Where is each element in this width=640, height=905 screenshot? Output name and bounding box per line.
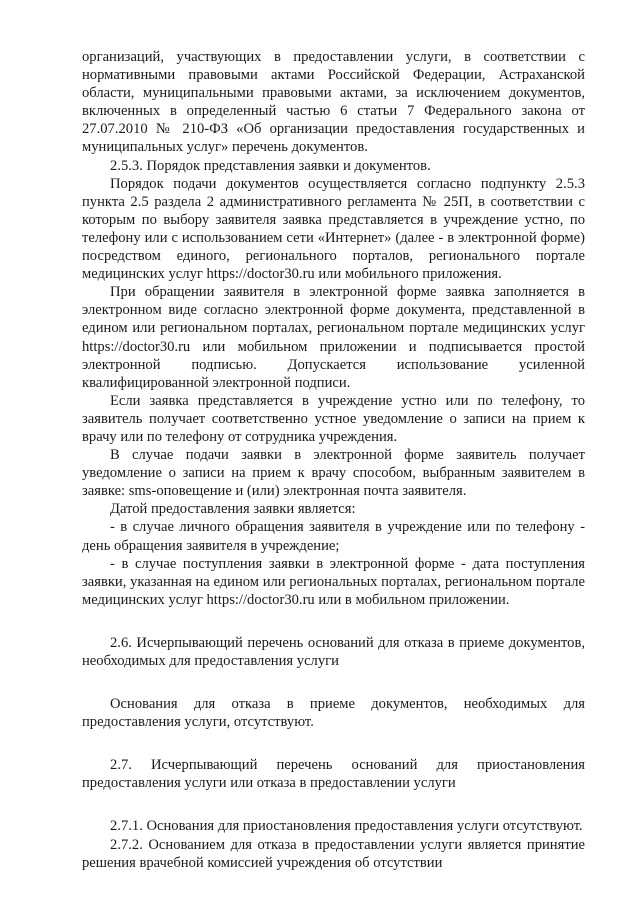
paragraph-electronic-request: При обращении заявителя в электронной форме заявка заполняется в электронном виде согласно электронной форме документа, представленной в едином или региональном порталах, региональном портале медицинских услуг https://doctor30.ru или мобильном приложении и подписывается простой электронной подписью. Допускается использование усиленной квалифицированной электронной подписи. xyxy=(82,284,585,391)
paragraph-submission-procedure: Порядок подачи документов осуществляется согласно подпункту 2.5.3 пункта 2.5 раздела 2 административного регламента № 25П, в соответствии с которым по выбору заявителя заявка представляется в учреждение устно, по телефону или с использованием сети «Интернет» (далее - в электронной форме) посредством единого, регионального порталов, регионального портале медицинских услуг https://doctor30.ru или мобильного приложения. xyxy=(82,175,585,283)
spacer xyxy=(82,792,585,817)
list-item-electronic-request: - в случае поступления заявки в электронной форме - дата поступления заявки, указанная на едином или региональных порталах, региональном портале медицинских услуг https://doctor30.ru или в мобильном приложении. xyxy=(82,555,585,608)
list-item-personal-request: - в случае личного обращения заявителя в учреждение или по телефону - день обращения заявителя в учреждение; xyxy=(82,519,585,554)
paragraph-electronic-notification: В случае подачи заявки в электронной форме заявитель получает уведомление о записи на прием к врачу способом, выбранным заявителем в заявке: sms-оповещение и (или) электронная почта заявителя. xyxy=(82,447,585,500)
spacer xyxy=(82,609,585,634)
section-heading-2-7: 2.7. Исчерпывающий перечень оснований для приостановления предоставления услуги или отказа в предоставлении услуги xyxy=(82,757,585,792)
spacer xyxy=(82,670,585,695)
paragraph-continuation: организаций, участвующих в предоставлении услуги, в соответствии с нормативными правовыми актами Российской Федерации, Астраханской области, муниципальными правовыми актами, за исключением документов, включенных в определенный частью 6 статьи 7 Федерального закона от 27.07.2010 № 210-ФЗ «Об организации предоставления государственных и муниципальных услуг» перечень документов. xyxy=(82,49,585,156)
paragraph-no-refusal-grounds: Основания для отказа в приеме документов, необходимых для предоставления услуги, отсутствуют. xyxy=(82,696,585,731)
section-heading-2-6: 2.6. Исчерпывающий перечень оснований для отказа в приеме документов, необходимых для предоставления услуги xyxy=(82,634,585,669)
subsection-2-7-2: 2.7.2. Основанием для отказа в предоставлении услуги является принятие решения врачебной комиссией учреждения об отсутствии xyxy=(82,836,585,871)
spacer xyxy=(82,731,585,756)
document-page xyxy=(82,48,585,872)
subsection-2-7-1: 2.7.1. Основания для приостановления предоставления услуги отсутствуют. xyxy=(110,818,583,835)
subsection-heading-2-5-3: 2.5.3. Порядок представления заявки и документов. xyxy=(110,157,431,174)
paragraph-oral-request: Если заявка представляется в учреждение устно или по телефону, то заявитель получает соответственно устное уведомление о записи на прием к врачу или по телефону от сотрудника учреждения. xyxy=(82,392,585,445)
paragraph-request-date: Датой предоставления заявки является: xyxy=(110,501,356,518)
